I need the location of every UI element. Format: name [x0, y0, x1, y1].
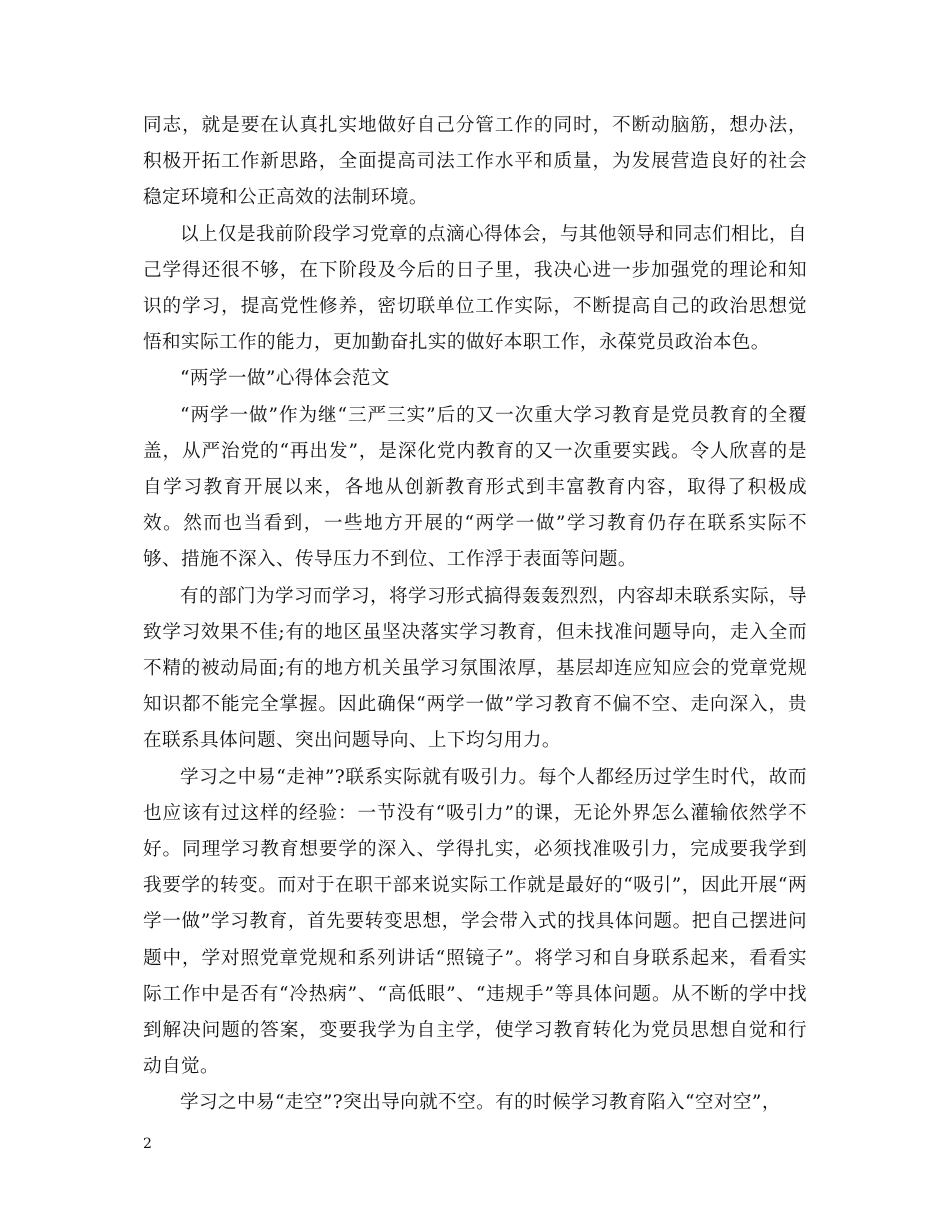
paragraph-problems: 有的部门为学习而学习，将学习形式搞得轰轰烈烈，内容却未联系实际，导致学习效果不佳;有的地区虽坚决落实学习教育，但未找准问题导向，走入全而不精的被动局面;有的地方机关虽学习氛围浓厚，基层却连应知应会的党章党规知识都不能完全掌握。因此确保“两学一做”学习教育不偏不空、走向深入，贵在联系具体问题、突出问题导向、上下均匀用力。: [143, 585, 807, 752]
document-body: [143, 108, 807, 1122]
paragraph-intro: “两学一做”作为继“三严三实”后的又一次重大学习教育是党员教育的全覆盖，从严治党的“再出发”，是深化党内教育的又一次重要实践。令人欣喜的是自学习教育开展以来，各地从创新教育形式到丰富教育内容，取得了积极成效。然而也当看到，一些地方开展的“两学一做”学习教育仍存在联系实际不够、措施不深入、传导压力不到位、工作浮于表面等问题。: [143, 404, 807, 571]
section-heading: “两学一做”心得体会范文: [180, 368, 390, 390]
paragraph-continuation: 同志，就是要在认真扎实地做好自己分管工作的同时，不断动脑筋，想办法，积极开拓工作新思路，全面提高司法工作水平和质量，为发展营造良好的社会稳定环境和公正高效的法制环境。: [143, 115, 807, 209]
paragraph-attraction: 学习之中易“走神”?联系实际就有吸引力。每个人都经历过学生时代，故而也应该有过这样的经验：一节没有“吸引力”的课，无论外界怎么灌输依然学不好。同理学习教育想要学的深入、学得扎实，必须找准吸引力，完成要我学到我要学的转变。而对于在职干部来说实际工作就是最好的“吸引”，因此开展“两学一做”学习教育，首先要转变思想，学会带入式的找具体问题。把自己摆进问题中，学对照党章党规和系列讲话“照镜子”。将学习和自身联系起来，看看实际工作中是否有“冷热病”、“高低眼”、“违规手”等具体问题。从不断的学中找到解决问题的答案，变要我学为自主学，使学习教育转化为党员思想自觉和行动自觉。: [143, 766, 807, 1078]
paragraph-orientation: 学习之中易“走空”?突出导向就不空。有的时候学习教育陷入“空对空”，: [180, 1092, 781, 1114]
page-number: 2: [143, 1136, 152, 1152]
paragraph-party-constitution-reflection: 以上仅是我前阶段学习党章的点滴心得体会，与其他领导和同志们相比，自己学得还很不够，在下阶段及今后的日子里，我决心进一步加强党的理论和知识的学习，提高党性修养，密切联单位工作实际，不断提高自己的政治思想觉悟和实际工作的能力，更加勤奋扎实的做好本职工作，永葆党员政治本色。: [143, 223, 807, 354]
